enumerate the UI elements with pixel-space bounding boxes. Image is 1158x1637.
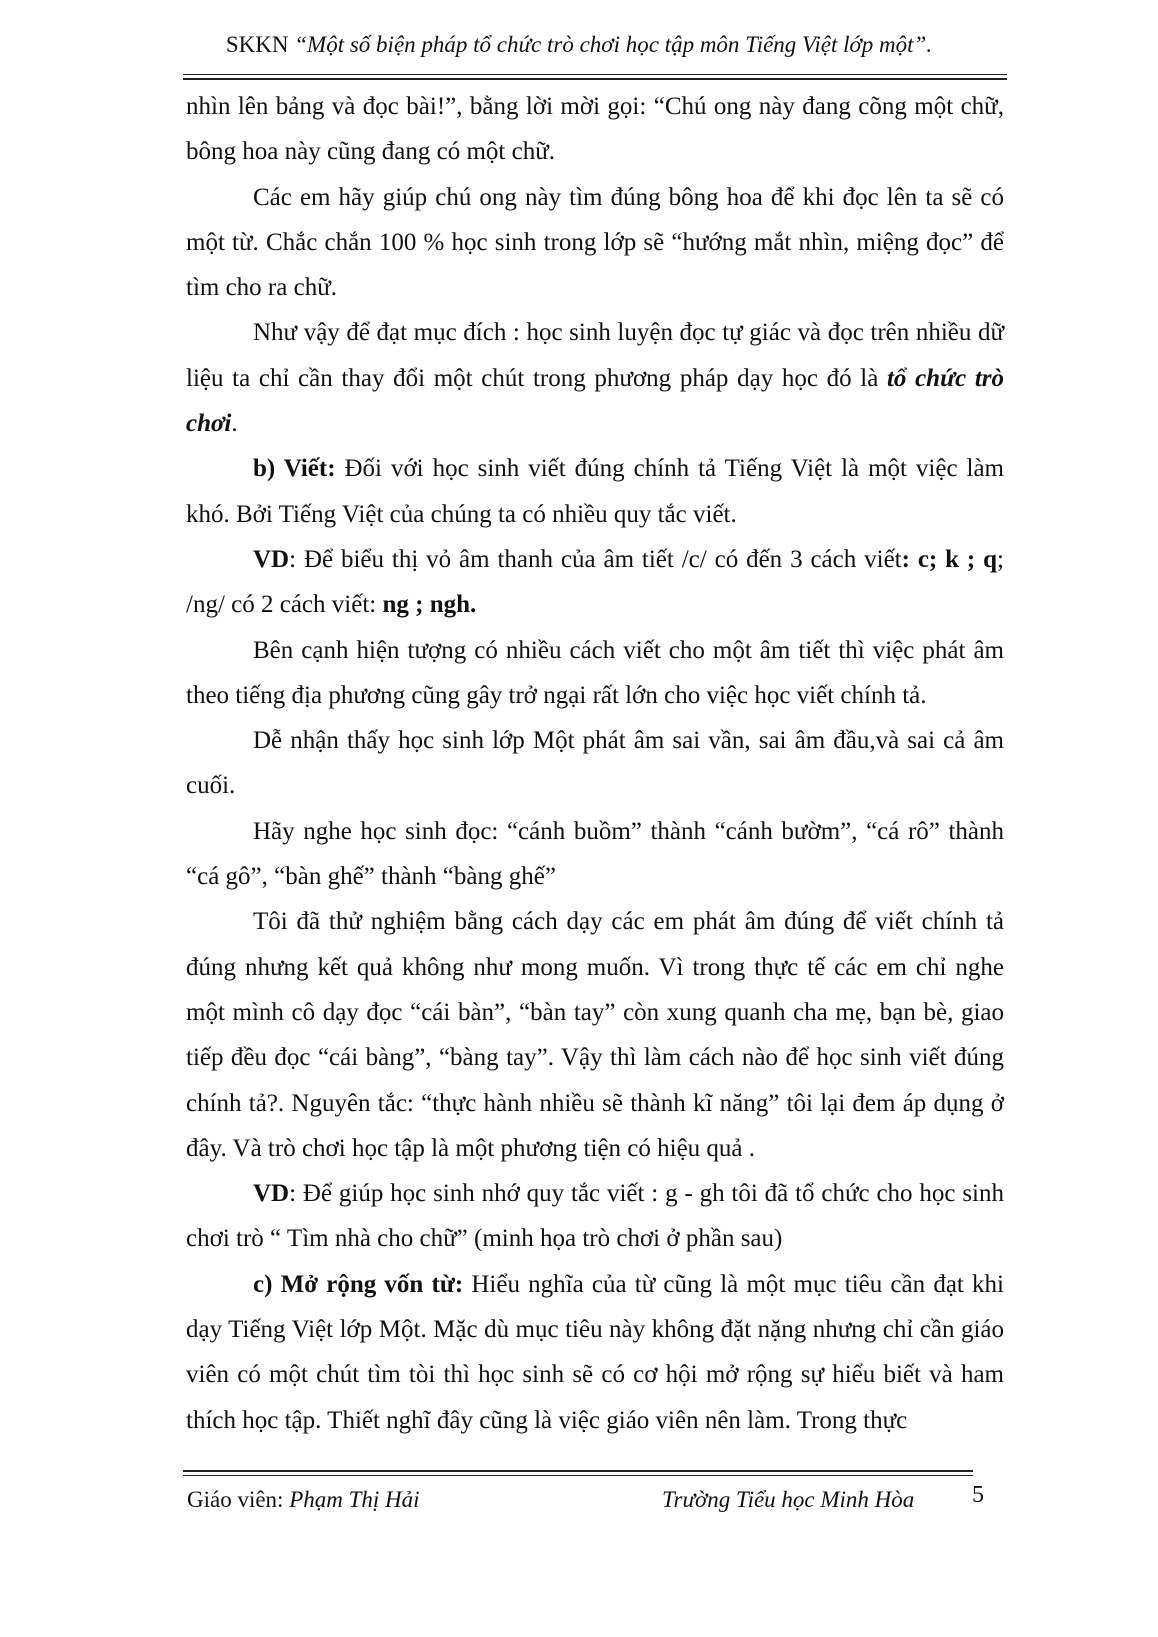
- paragraph-vocabulary: [186, 1262, 1004, 1443]
- example-1-text-2: ; /ng/ có 2 cách viết:: [186, 545, 1004, 619]
- paragraph-9: Tôi đã thử nghiệm bằng cách dạy các em phát âm đúng để viết chính tả đúng nhưng kết quả không như mong muốn. Vì trong thực tế các em chỉ nghe một mình cô dạy đọc “cái bàn”, “bàn tay” còn xung quanh cha mẹ, bạn bè, giao tiếp đều đọc “cái bàng”, “bàng tay”. Vậy thì làm cách nào để học sinh viết đúng chính tả?. Nguyên tắc: “thực hành nhiều sẽ thành kĩ năng” tôi lại đem áp dụng ở đây. Và trò chơi học tập là một phương tiện có hiệu quả .: [186, 908, 1004, 1162]
- header-divider: [183, 74, 1007, 80]
- header-prefix: SKKN: [225, 32, 295, 57]
- footer-divider: [183, 1470, 973, 1476]
- example-label-2: VD: [253, 1180, 290, 1208]
- paragraph-vocabulary-text: Hiểu nghĩa của từ cũng là một mục tiêu cần đạt khi dạy Tiếng Việt lớp Một. Mặc dù mục tiêu này không đặt nặng nhưng chỉ cần giáo viên có một chút tìm tòi thì học sinh sẽ có cơ hội mở rộng sự hiểu biết và ham thích học tập. Thiết nghĩ đây cũng là việc giáo viên nên làm. Trong thực: [186, 1270, 1004, 1434]
- paragraph-8: Hãy nghe học sinh đọc: “cánh buồm” thành “cánh bườm”, “cá rô” thành “cá gô”, “bàn ghế” thành “bàng ghế”: [186, 817, 1004, 891]
- example-1-text: : Để biểu thị vỏ âm thanh của âm tiết /c/ có đến 3 cách viết: [289, 545, 902, 573]
- example-2-text: : Để giúp học sinh nhớ quy tắc viết : g - gh tôi đã tổ chức cho học sinh chơi trò “ Tìm nhà cho chữ” (minh họa trò chơi ở phần sau): [186, 1180, 1004, 1253]
- spelling-ng-ngh: ng ; ngh.: [382, 591, 477, 619]
- paragraph-3-text: Như vậy để đạt mục đích : học sinh luyện đọc tự giác và đọc trên nhiều dữ liệu ta chỉ cần thay đổi một chút trong phương pháp dạy học đó là: [186, 319, 1004, 392]
- section-label-writing: b) Viết:: [253, 455, 336, 483]
- spelling-c-k-q: : c; k ; q: [901, 545, 998, 573]
- page-header: [0, 30, 1158, 60]
- document-title: “Một số biện pháp tổ chức trò chơi học tập môn Tiếng Việt lớp một”.: [294, 32, 933, 57]
- section-label-vocabulary: c) Mở rộng vốn từ:: [253, 1270, 464, 1298]
- paragraph-writing: [186, 446, 1004, 537]
- teacher-label: Giáo viên:: [187, 1487, 290, 1512]
- paragraph-3: [186, 310, 1004, 446]
- teacher-name: Phạm Thị Hải: [289, 1487, 420, 1512]
- example-label: VD: [253, 545, 290, 573]
- paragraph-writing-text: Đối với học sinh viết đúng chính tả Tiếng Việt là một việc làm khó. Bởi Tiếng Việt của chúng ta có nhiều quy tắc viết.: [186, 455, 1004, 528]
- paragraph-example-1: [186, 537, 1004, 628]
- paragraph-2: Các em hãy giúp chú ong này tìm đúng bông hoa để khi đọc lên ta sẽ có một từ. Chắc chắn 100 % học sinh trong lớp sẽ “hướng mắt nhìn, miệng đọc” để tìm cho ra chữ.: [186, 183, 1004, 302]
- footer-teacher: [187, 1485, 420, 1515]
- paragraph-6: Bên cạnh hiện tượng có nhiều cách viết cho một âm tiết thì việc phát âm theo tiếng địa phương cũng gây trở ngại rất lớn cho việc học viết chính tả.: [186, 636, 1004, 709]
- footer-school: Trường Tiểu học Minh Hòa: [662, 1487, 915, 1512]
- page-number: 5: [972, 1482, 984, 1508]
- emphasis-game-organization: tổ chức trò chơi: [186, 364, 1005, 438]
- paragraph-3-end: .: [231, 410, 238, 438]
- paragraph-1: nhìn lên bảng và đọc bài!”, bằng lời mời gọi: “Chú ong này đang cõng một chữ, bông hoa này cũng đang có một chữ.: [186, 93, 1004, 166]
- document-body: [186, 84, 1004, 1443]
- paragraph-example-2: [186, 1171, 1004, 1262]
- paragraph-7: Dễ nhận thấy học sinh lớp Một phát âm sai vần, sai âm đầu,và sai cả âm cuối.: [186, 727, 1004, 800]
